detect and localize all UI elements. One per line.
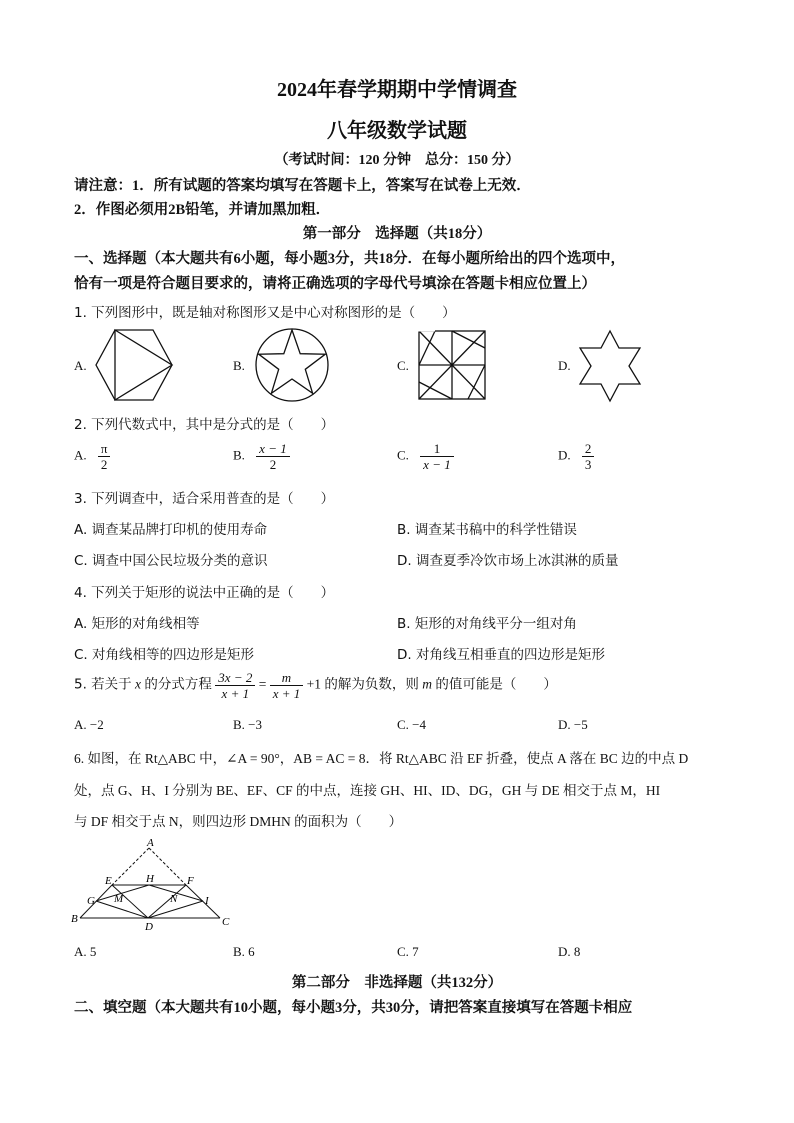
q1-option-c-label: C. <box>397 358 409 373</box>
q2-option-b-label: B. <box>233 447 245 463</box>
q2-option-b <box>233 441 290 472</box>
q5-option-a: A. −2 <box>74 717 104 732</box>
q5-suffix-2: 的值可能是（ ） <box>435 676 557 693</box>
q5-mid: 的分式方程 <box>144 676 212 693</box>
q6-option-d: D. 8 <box>558 944 581 959</box>
q5-fraction-2 <box>270 670 304 701</box>
fig-label-h: H <box>146 873 154 885</box>
fig-label-f: F <box>187 875 194 887</box>
q6-line-1: 6. 如图，在 Rt△ABC 中，∠A = 90°，AB = AC = 8．将 Rt△ABC 沿 EF 折叠，使点 A 落在 BC 边的中点 D <box>74 751 689 766</box>
fig-label-n: N <box>170 893 178 905</box>
fig-label-b: B <box>71 913 78 925</box>
q2-option-d-label: D. <box>558 447 571 463</box>
q4-option-c: C. 对角线相等的四边形是矩形 <box>74 647 255 663</box>
q1-stem: 1. 下列图形中，既是轴对称图形又是中心对称图形的是（ ） <box>74 305 456 321</box>
q5-equals: = <box>258 676 267 692</box>
fig-label-m: M <box>114 893 124 905</box>
part1-heading: 第一部分 选择题（共18分） <box>302 226 492 242</box>
q2-option-a-fraction <box>98 441 111 472</box>
q4-option-d: D. 对角线互相垂直的四边形是矩形 <box>397 647 605 663</box>
q5-var-m: m <box>422 676 433 692</box>
q6-option-c: C. 7 <box>397 944 419 959</box>
fig-label-g: G <box>87 895 95 907</box>
q2-option-b-fraction <box>256 441 290 472</box>
q6-triangle-figure <box>70 838 235 933</box>
q2-b-numerator: x − 1 <box>256 441 290 457</box>
fig-label-e: E <box>105 875 112 887</box>
q1-option-b-label: B. <box>233 358 245 373</box>
page-title: 2024年春学期期中学情调查 <box>277 79 517 101</box>
q2-d-denominator: 3 <box>584 457 592 472</box>
q3-option-c: C. 调查中国公民垃圾分类的意识 <box>74 553 268 569</box>
q3-stem: 3. 下列调查中，适合采用普查的是（ ） <box>74 491 335 507</box>
q2-option-c <box>397 441 454 472</box>
fig-label-c: C <box>222 916 230 928</box>
hexagon-with-triangle-icon <box>94 328 174 402</box>
q4-stem: 4. 下列关于矩形的说法中正确的是（ ） <box>74 585 335 601</box>
q2-option-d-fraction <box>582 441 595 472</box>
q2-option-d <box>558 441 594 472</box>
q2-b-denominator: 2 <box>269 457 277 472</box>
q5-option-d: D. −5 <box>558 717 588 732</box>
q2-stem: 2. 下列代数式中，其中是分式的是（ ） <box>74 417 335 433</box>
fig-label-a: A <box>147 837 154 849</box>
q2-d-numerator: 2 <box>582 441 595 457</box>
q1-option-d-label: D. <box>558 358 571 373</box>
q5-f1-numerator: 3x − 2 <box>215 670 255 686</box>
q2-c-numerator: 1 <box>420 441 454 457</box>
q2-c-denominator: x − 1 <box>423 457 451 472</box>
q5-option-b: B. −3 <box>233 717 263 732</box>
q2-a-numerator: π <box>98 441 111 457</box>
section1-line-2: 恰有一项是符合题目要求的，请将正确选项的字母代号填涂在答题卡相应位置上） <box>74 276 596 292</box>
q5-plus-one: +1 <box>306 676 322 692</box>
q3-option-a: A. 调查某品牌打印机的使用寿命 <box>74 522 268 538</box>
section1-line-1: 一、选择题（本大题共有6小题，每小题3分，共18分．在每小题所给出的四个选项中， <box>74 251 625 267</box>
q5-f2-numerator: m <box>270 670 304 686</box>
notice-line-1: 请注意：1．所有试题的答案均填写在答题卡上，答案写在试卷上无效． <box>74 178 531 194</box>
q2-option-a <box>74 441 110 472</box>
q2-a-denominator: 2 <box>100 457 108 472</box>
q5-fraction-1 <box>215 670 255 701</box>
q5-stem <box>74 670 557 701</box>
q5-f2-denominator: x + 1 <box>272 686 301 701</box>
q1-option-a-label: A. <box>74 358 87 373</box>
q4-option-a: A. 矩形的对角线相等 <box>74 616 200 632</box>
q4-option-b: B. 矩形的对角线平分一组对角 <box>397 616 577 632</box>
q5-prefix: 5. 若关于 <box>74 676 132 693</box>
fig-label-i: I <box>205 895 209 907</box>
page-subtitle: 八年级数学试题 <box>327 120 467 142</box>
q6-option-b: B. 6 <box>233 944 255 959</box>
q2-option-c-fraction <box>420 441 454 472</box>
q5-suffix-1: 的解为负数，则 <box>324 676 419 693</box>
pinwheel-icon <box>418 330 486 400</box>
q5-f1-denominator: x + 1 <box>221 686 250 701</box>
section2-line-1: 二、填空题（本大题共有10小题，每小题3分，共30分，请把答案直接填写在答题卡相应 <box>74 1000 633 1016</box>
star-in-circle-icon <box>254 327 330 403</box>
six-pointed-star-icon <box>578 330 642 402</box>
q6-line-2: 处，点 G、H、I 分别为 BE、EF、CF 的中点，连接 GH、HI、ID、DG，GH 与 DE 相交于点 M，HI <box>74 783 661 798</box>
q3-option-d: D. 调查夏季冷饮市场上冰淇淋的质量 <box>397 553 619 569</box>
q2-option-c-label: C. <box>397 447 409 463</box>
q2-option-a-label: A. <box>74 447 87 463</box>
part2-heading: 第二部分 非选择题（共132分） <box>291 975 503 991</box>
q6-option-a: A. 5 <box>74 944 97 959</box>
exam-info: （考试时间：120 分钟 总分：150 分） <box>274 153 520 168</box>
fig-label-d: D <box>145 921 153 933</box>
notice-line-2: 2．作图必须用2B铅笔，并请加黑加粗． <box>74 202 331 218</box>
q5-var-x: x <box>135 676 142 692</box>
q6-line-3: 与 DF 相交于点 N，则四边形 DMHN 的面积为（ ） <box>74 814 403 829</box>
q3-option-b: B. 调查某书稿中的科学性错误 <box>397 522 577 538</box>
q5-option-c: C. −4 <box>397 717 427 732</box>
